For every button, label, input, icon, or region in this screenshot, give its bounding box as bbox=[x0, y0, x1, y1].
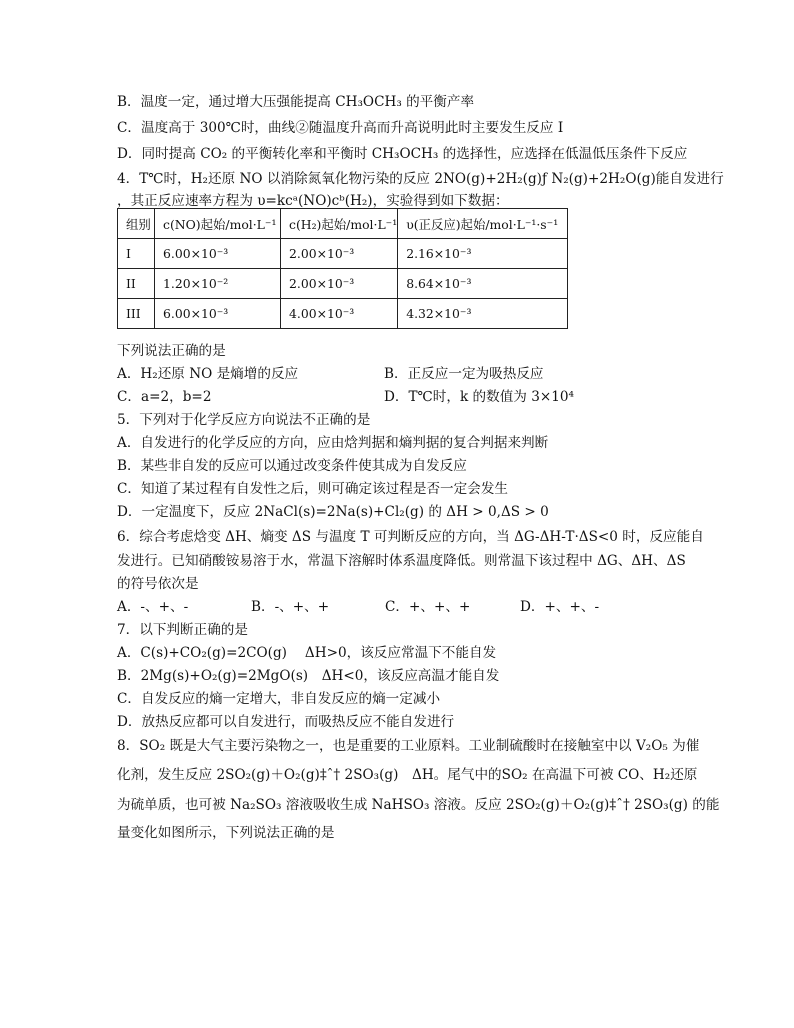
q4-option-a: A．H₂还原 NO 是熵增的反应 bbox=[117, 366, 299, 382]
q5-option-d: D．一定温度下，反应 2NaCl(s)=2Na(s)+Cl₂(g) 的 ΔH > 0,ΔS > 0 bbox=[117, 504, 549, 520]
table-cell: 2.00×10⁻³ bbox=[281, 269, 398, 299]
q3-option-c: C．温度高于 300℃时，曲线②随温度升高而升高说明此时主要发生反应 I bbox=[117, 120, 564, 136]
q8-stem-line-1: 8．SO₂ 既是大气主要污染物之一，也是重要的工业原料。工业制硫酸时在接触室中以 V₂O₅ 为催 bbox=[117, 738, 700, 754]
q8-stem-line-4: 量变化如图所示，下列说法正确的是 bbox=[117, 825, 335, 841]
q6-stem-line-1: 6．综合考虑焓变 ΔH、熵变 ΔS 与温度 T 可判断反应的方向，当 ΔG-ΔH-T·ΔS<0 时，反应能自 bbox=[117, 529, 704, 545]
table-cell: 2.16×10⁻³ bbox=[398, 239, 568, 269]
table-cell: 6.00×10⁻³ bbox=[155, 239, 281, 269]
table-header-cell: υ(正反应)起始/mol·L⁻¹·s⁻¹ bbox=[398, 209, 568, 239]
q4-option-c: C．a=2，b=2 bbox=[117, 389, 212, 405]
q4-stem-line-1: 4．T℃时，H₂还原 NO 以消除氮氧化物污染的反应 2NO(g)+2H₂(g)ƒ N₂(g)+2H₂O(g)能自发进行 bbox=[117, 171, 724, 187]
q7-option-b: B．2Mg(s)+O₂(g)=2MgO(s) ΔH<0，该反应高温才能自发 bbox=[117, 668, 500, 684]
q7-option-d: D．放热反应都可以自发进行，而吸热反应不能自发进行 bbox=[117, 714, 455, 730]
q7-option-c: C．自发反应的熵一定增大，非自发反应的熵一定减小 bbox=[117, 691, 441, 707]
table-row bbox=[118, 299, 568, 329]
q5-stem: 5．下列对于化学反应方向说法不正确的是 bbox=[117, 412, 371, 428]
q8-stem-line-3: 为硫单质，也可被 Na₂SO₃ 溶液吸收生成 NaHSO₃ 溶液。反应 2SO₂(g)＋O₂(g)‡ˆ† 2SO₃(g) 的能 bbox=[117, 797, 720, 813]
q6-option-a: A．-、+、- bbox=[117, 599, 189, 615]
q3-option-b: B．温度一定，通过增大压强能提高 CH₃OCH₃ 的平衡产率 bbox=[117, 94, 475, 110]
table-cell: 1.20×10⁻² bbox=[155, 269, 281, 299]
q4-option-d: D．T℃时，k 的数值为 3×10⁴ bbox=[384, 389, 574, 405]
table-cell: II bbox=[118, 269, 155, 299]
table-cell: III bbox=[118, 299, 155, 329]
table-row bbox=[118, 269, 568, 299]
q6-stem-line-3: 的符号依次是 bbox=[117, 576, 199, 592]
table-cell: I bbox=[118, 239, 155, 269]
q5-option-a: A．自发进行的化学反应的方向，应由焓判据和熵判据的复合判据来判断 bbox=[117, 435, 549, 451]
q4-option-b: B．正反应一定为吸热反应 bbox=[384, 366, 544, 382]
table-row bbox=[118, 239, 568, 269]
q6-stem-line-2: 发进行。已知硝酸铵易溶于水，常温下溶解时体系温度降低。则常温下该过程中 ΔG、ΔH、ΔS bbox=[117, 553, 686, 569]
table-cell: 4.00×10⁻³ bbox=[281, 299, 398, 329]
experiment-data-table bbox=[117, 208, 568, 329]
q7-stem: 7．以下判断正确的是 bbox=[117, 622, 248, 638]
q7-option-a: A．C(s)+CO₂(g)=2CO(g) ΔH>0，该反应常温下不能自发 bbox=[117, 645, 497, 661]
q5-option-c: C．知道了某过程有自发性之后，则可确定该过程是否一定会发生 bbox=[117, 481, 509, 497]
q4-stem-line-2: ，其正反应速率方程为 υ=kcᵃ(NO)cᵇ(H₂)，实验得到如下数据： bbox=[117, 193, 509, 209]
q4-prompt: 下列说法正确的是 bbox=[117, 343, 226, 359]
q6-option-d: D．+、+、- bbox=[520, 599, 600, 615]
table-header-cell: c(NO)起始/mol·L⁻¹ bbox=[155, 209, 281, 239]
q6-option-c: C．+、+、+ bbox=[385, 599, 471, 615]
table-cell: 8.64×10⁻³ bbox=[398, 269, 568, 299]
table-cell: 2.00×10⁻³ bbox=[281, 239, 398, 269]
q8-stem-line-2: 化剂，发生反应 2SO₂(g)＋O₂(g)‡ˆ† 2SO₃(g) ΔH。尾气中的SO₂ 在高温下可被 CO、H₂还原 bbox=[117, 767, 698, 783]
table-header-cell: c(H₂)起始/mol·L⁻¹ bbox=[281, 209, 398, 239]
q3-option-d: D．同时提高 CO₂ 的平衡转化率和平衡时 CH₃OCH₃ 的选择性，应选择在低温低压条件下反应 bbox=[117, 146, 688, 162]
q5-option-b: B．某些非自发的反应可以通过改变条件使其成为自发反应 bbox=[117, 458, 467, 474]
table-header-row bbox=[118, 209, 568, 239]
table-header-cell: 组别 bbox=[118, 209, 155, 239]
q6-option-b: B．-、+、+ bbox=[251, 599, 330, 615]
table-cell: 4.32×10⁻³ bbox=[398, 299, 568, 329]
table-cell: 6.00×10⁻³ bbox=[155, 299, 281, 329]
